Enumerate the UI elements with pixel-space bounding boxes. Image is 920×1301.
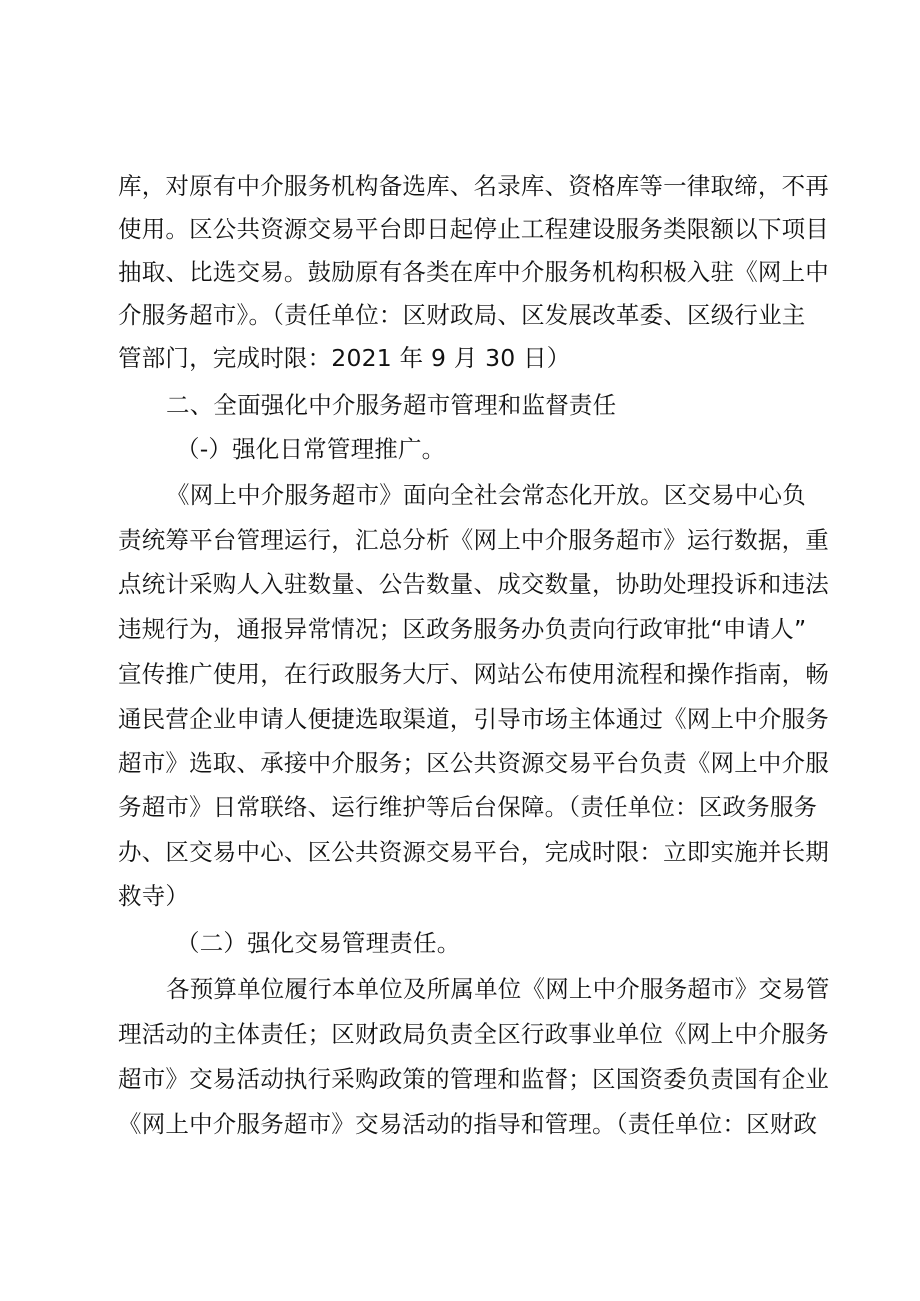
paragraph-line: 《网上中介服务超市》面向全社会常态化开放。区交易中心负: [166, 481, 806, 509]
paragraph-line: 通民营企业申请人便捷选取渠道，引导市场主体通过《网上中介服务: [118, 705, 829, 733]
paragraph-line: 违规行为，通报异常情况；区政务服务办负责向行政审批“申请人”: [118, 615, 807, 643]
paragraph-line: 各预算单位履行本单位及所属单位《网上中介服务超市》交易管: [166, 975, 830, 1003]
paragraph-line: 《网上中介服务超市》交易活动的指导和管理。（责任单位：区财政: [118, 1110, 818, 1138]
paragraph-line: 理活动的主体责任；区财政局负责全区行政事业单位《网上中介服务: [118, 1020, 829, 1048]
paragraph-line: 超市》交易活动执行采购政策的管理和监督；区国资委负责国有企业: [118, 1065, 829, 1093]
paragraph-line: 点统计采购人入驻数量、公告数量、成交数量，协助处理投诉和违法: [118, 570, 829, 598]
paragraph-line: 库，对原有中介服务机构备选库、名录库、资格库等一律取缔，不再: [118, 172, 829, 200]
paragraph-line: 救寺）: [118, 882, 190, 910]
paragraph-line: 办、区交易中心、区公共资源交易平台，完成时限：立即实施并长期: [118, 838, 829, 866]
paragraph-line: 宣传推广使用，在行政服务大厅、网站公布使用流程和操作指南，畅: [118, 660, 829, 688]
paragraph-line: 介服务超市》。（责任单位：区财政局、区发展改革委、区级行业主: [118, 301, 806, 329]
paragraph-line: 抽取、比选交易。鼓励原有各类在库中介服务机构积极入驻《网上中: [118, 258, 829, 286]
subsection-heading: （二）强化交易管理责任。: [176, 929, 461, 957]
paragraph-line: 管部门，完成时限：2021 年 9 月 30 日）: [118, 344, 571, 372]
subsection-heading: （-）强化日常管理推广。: [176, 435, 446, 463]
paragraph-line: 责统筹平台管理运行，汇总分析《网上中介服务超市》运行数据，重: [118, 526, 829, 554]
paragraph-line: 超市》选取、承接中介服务；区公共资源交易平台负责《网上中介服: [118, 749, 829, 777]
section-heading: 二、全面强化中介服务超市管理和监督责任: [166, 391, 617, 419]
paragraph-line: 务超市》日常联络、运行维护等后台保障。（责任单位：区政务服务: [118, 793, 818, 821]
paragraph-line: 使用。区公共资源交易平台即日起停止工程建设服务类限额以下项目: [118, 215, 829, 243]
